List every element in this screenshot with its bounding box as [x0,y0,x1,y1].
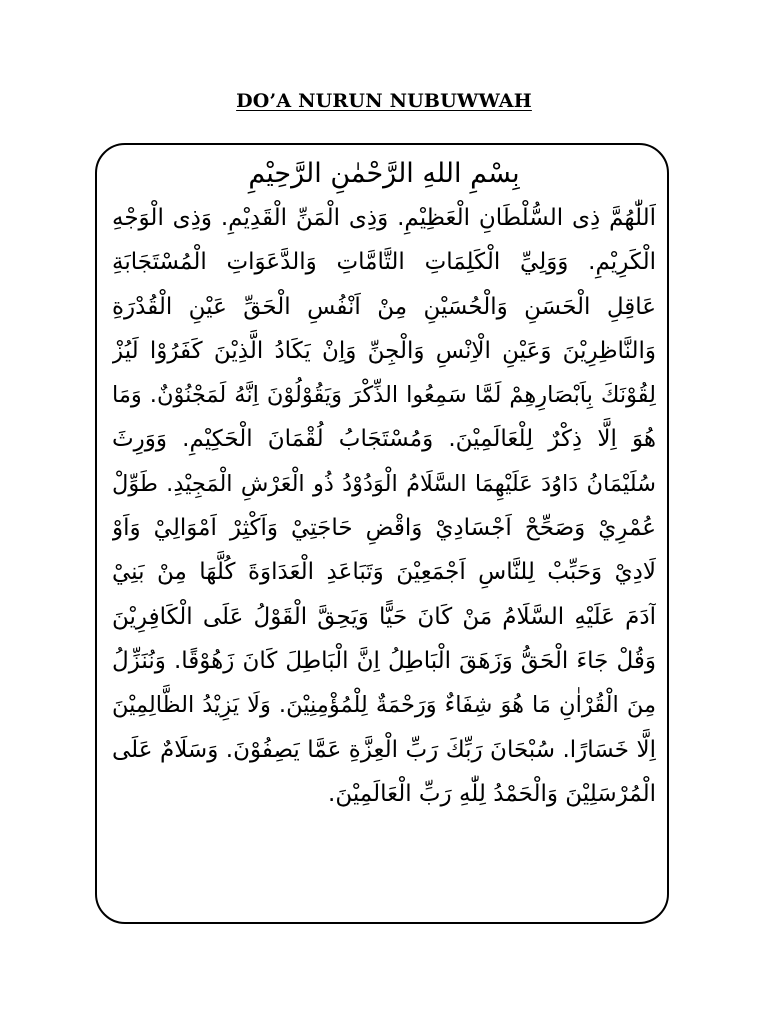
page-title: DO’A NURUN NUBUWWAH [236,90,532,112]
basmala-heading: بِسْمِ اللهِ الرَّحْمٰنِ الرَّحِيْمِ [248,158,520,189]
prayer-line: اَللّٰهُمَّ ذِى السُّلْطَانِ الْعَظِيْمِ. وَذِى الْمَنِّ الْقَدِيْمِ. وَذِى الْوَجْهِ [112,205,656,231]
prayer-line: عُمْرِيْ وَصَحِّحْ اَجْسَادِيْ وَاقْضِ حَاجَتِيْ وَاَكْثِرْ اَمْوَالِيْ وَاَوْ [112,515,656,542]
prayer-line: آدَمَ عَلَيْهِ السَّلَامُ مَنْ كَانَ حَيًّا وَيَحِقَّ الْقَوْلُ عَلَى الْكَافِرِيْنَ [112,603,656,630]
prayer-line: هُوَ اِلَّا ذِكْرٌ لِلْعَالَمِيْنَ. وَمُسْتَجَابُ لُقْمَانَ الْحَكِيْمِ. وَوَرِثَ [112,426,656,453]
prayer-line: اِلَّا خَسَارًا. سُبْحَانَ رَبِّكَ رَبِّ الْعِزَّةِ عَمَّا يَصِفُوْنَ. وَسَلَامٌ عَلَى [112,736,656,763]
prayer-body [112,152,656,912]
prayer-line: الْكَرِيْمِ. وَوَلِيِّ الْكَلِمَاتِ التَّامَّاتِ وَالدَّعَوَاتِ الْمُسْتَجَابَةِ [112,249,656,276]
prayer-line: لِقُوْنَكَ بِاَبْصَارِهِمْ لَمَّا سَمِعُوا الذِّكْرَ وَيَقُوْلُوْنَ اِنَّهُ لَمَجْنُوْنٌ. وَمَا [112,382,656,409]
prayer-line: عَاقِلِ الْحَسَنِ وَالْحُسَيْنِ مِنْ اَنْفُسِ الْحَقِّ عَيْنِ الْقُدْرَةِ [112,293,656,320]
prayer-line: سُلَيْمَانُ دَاوُدَ عَلَيْهِمَا السَّلَامُ الْوَدُوْدُ ذُو الْعَرْشِ الْمَجِيْدِ. طَوِّلْ [112,470,656,497]
prayer-line: وَالنَّاظِرِيْنَ وَعَيْنِ الْاِنْسِ وَالْجِنِّ وَاِنْ يَكَادُ الَّذِيْنَ كَفَرُوْا لَيُزْ [112,337,656,364]
prayer-line: لَادِيْ وَحَبِّبْ لِلنَّاسِ اَجْمَعِيْنَ وَتَبَاعَدِ الْعَدَاوَةَ كُلَّهَا مِنْ بَنِيْ [112,559,656,586]
prayer-line: وَقُلْ جَاءَ الْحَقُّ وَزَهَقَ الْبَاطِلُ اِنَّ الْبَاطِلَ كَانَ زَهُوْقًا. وَنُنَزِّلُ [112,647,656,674]
prayer-line: مِنَ الْقُرْاٰنِ مَا هُوَ شِفَاءٌ وَرَحْمَةٌ لِلْمُؤْمِنِيْنَ. وَلَا يَزِيْدُ الظَّالِمِيْنَ [112,692,656,719]
prayer-line: الْمُرْسَلِيْنَ وَالْحَمْدُ لِلّٰهِ رَبِّ الْعَالَمِيْنَ. [328,780,656,807]
